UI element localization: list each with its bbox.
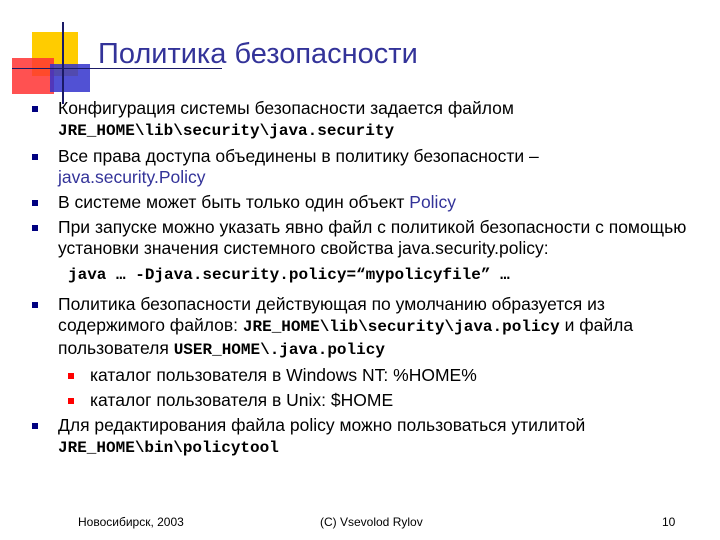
- file-path: JRE_HOME\lib\security\java.security: [58, 122, 395, 140]
- bullet-text: Все права доступа объединены в политику безопасности –: [58, 146, 539, 166]
- bullet-text: и файла пользователя: [58, 315, 634, 358]
- file-path: JRE_HOME\lib\security\java.policy: [242, 318, 560, 336]
- bullet-icon: [32, 200, 38, 206]
- footer-copyright: (C) Vsevolod Rylov: [320, 515, 423, 529]
- sub-list-item: [30, 390, 710, 411]
- bullet-text: При запуске можно указать явно файл с политикой безопасности с помощью установки значения системного свойства java.security.policy:: [58, 217, 687, 258]
- bullet-text: Политика безопасности действующая по умолчанию образуется из содержимого файлов:: [58, 294, 605, 335]
- bullet-icon: [32, 423, 38, 429]
- list-item: [30, 415, 710, 459]
- command-line: java … -Djava.security.policy=“mypolicyfile” …: [68, 266, 510, 284]
- sub-bullet-icon: [68, 398, 74, 404]
- list-item: [30, 217, 710, 259]
- file-path: JRE_HOME\bin\policytool: [58, 439, 279, 457]
- class-name: java.security.Policy: [58, 167, 206, 187]
- list-item: [30, 192, 710, 213]
- slide-content: [30, 98, 710, 463]
- page-number: 10: [662, 515, 676, 529]
- class-name: Policy: [409, 192, 456, 212]
- footer-location: Новосибирск, 2003: [78, 515, 184, 529]
- list-item: [30, 294, 710, 361]
- bullet-text: Для редактирования файла policy можно пользоваться утилитой: [58, 415, 586, 435]
- bullet-text: Конфигурация системы безопасности задается файлом: [58, 98, 514, 118]
- sub-bullet-text: каталог пользователя в Windows NT: %HOME%: [90, 365, 477, 385]
- bullet-text: В системе может быть только один объект: [58, 192, 410, 212]
- sub-bullet-text: каталог пользователя в Unix: $HOME: [90, 390, 394, 410]
- bullet-icon: [32, 154, 38, 160]
- bullet-icon: [32, 225, 38, 231]
- file-path: USER_HOME\.java.policy: [173, 341, 385, 359]
- bullet-icon: [32, 302, 38, 308]
- sub-bullet-icon: [68, 373, 74, 379]
- bullet-icon: [32, 106, 38, 112]
- list-item: [30, 98, 710, 142]
- deco-vertical-line: [62, 22, 64, 104]
- sub-list-item: [30, 365, 710, 386]
- slide-title: Политика безопасности: [98, 38, 418, 70]
- deco-red-block: [12, 58, 54, 94]
- list-item: [30, 146, 710, 188]
